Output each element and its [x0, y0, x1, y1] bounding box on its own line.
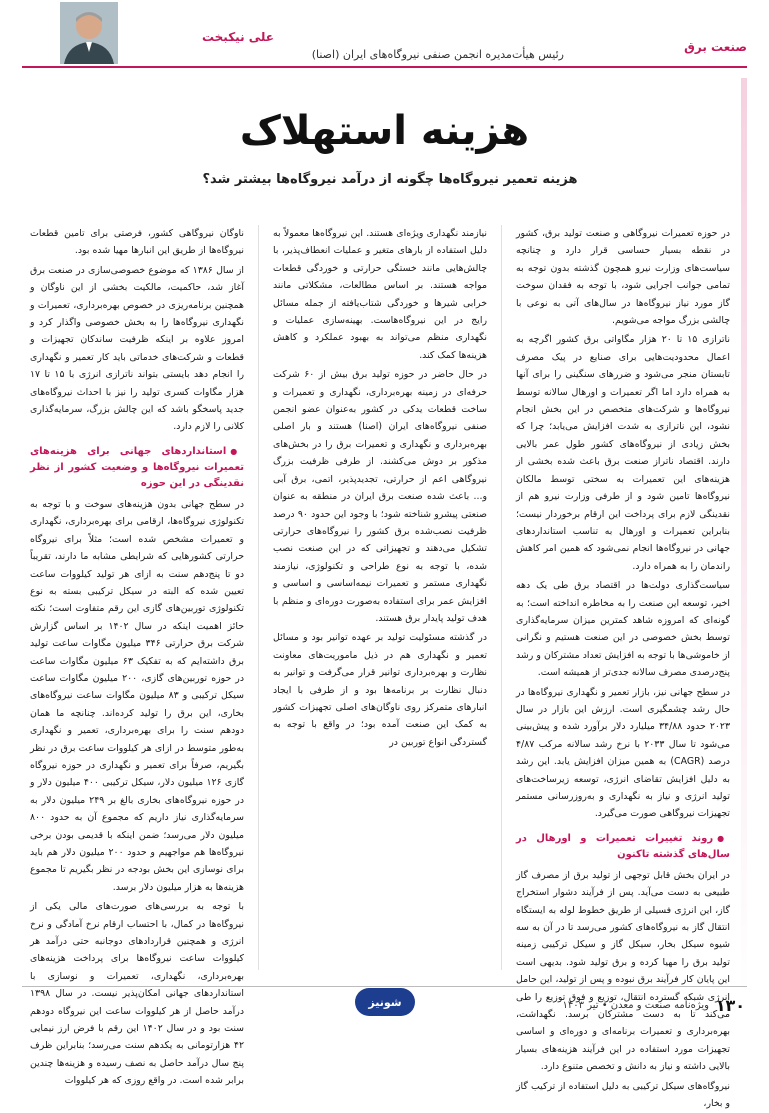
issue-info: ویژه‌نامه صنعت و معدن • تیر ۱۴۰۳ [562, 1000, 709, 1011]
page-number: ۱۳۰ [715, 996, 745, 1015]
accent-sidebar [741, 78, 747, 998]
author-photo [60, 2, 118, 64]
author-name: علی نیکبخت [201, 30, 274, 44]
section-subhead: ● استانداردهای جهانی برای هزینه‌های تعمیرات نیروگاه‌ها و وضعیت کشور از نظر نقدینگی در این حوزه [30, 444, 244, 492]
article-title: هزینه استهلاک [239, 108, 530, 154]
page-header [0, 0, 769, 72]
paragraph: ناترازی ۱۵ تا ۲۰ هزار مگاواتی برق کشور اگرچه به اعمال محدودیت‌هایی برای صنایع در پیک مصرف تابستان منجر می‌شود و ضررهای سنگینی را برای آنها به همراه دارد اما اگر تعمیرات و اورهال سالانه توسط نیروگاه‌ها و شرکت‌های متخصص در این بخش انجام نشود، این ناترازی به شدت افزایش می‌یابد؛ چرا که بخش زیادی از نیروگاه‌های کشور طول عمر بالایی دارند. اقتصاد ناتراز صنعت برق باعث شده بخشی از هزینه‌های این تعمیرات به سختی توسط مالکان نیروگاه‌ها تامین شود و از طرفی وزارت نیرو هم از نقدینگی لازم برای پرداخت این ارقام برخوردار نیست؛ بنابراین تعمیرات و اورهال به تناسب استانداردهای جهانی در نیروگاه‌ها انجام نمی‌شود که همین امر کاهش راندمان را به همراه دارد. [516, 334, 730, 572]
paragraph: در گذشته مسئولیت تولید بر عهده توانیر بود و مسائل تعمیر و نگهداری هم در ذیل ماموریت‌های معاونت نظارت و بهره‌برداری توانیر قرار می‌گرفت و توانیر به دنبال نظارت بر برنامه‌ها بود و از طرفی با ایجاد انبارهای متمرکز روی ناوگان‌های اصلی تجهیزات کشور به کمک این صنعت آمده بود؛ در واقع با توجه به گستردگی انواع توربین در [273, 632, 487, 748]
paragraph: در ایران بخش قابل توجهی از تولید برق از مصرف گاز طبیعی به دست می‌آید. پس از فرآیند دشوار استخراج گاز، این انرژی فسیلی از طریق خطوط لوله به ایستگاه انتقال گاز به نیروگاه‌های کشور می‌رسد تا در آن به سه شیوه سیکل بخار، سیکل گاز و سیکل ترکیبی زمینه تولید برق را مهیا کرده و برق تولید شود. بدیهی است این پایان کار فرآیند برق نبوده و پس از تولید، این حامل انرژی شبکه گسترده انتقال، توزیع و فوق توزیع را طی می‌کند تا به دست مشترکان برسد. نگهداشت، بهره‌برداری و تعمیرات برنامه‌ای و دوره‌ای و اساسی تجهیزات مورد استفاده در این فرآیند هزینه‌های بسیار بالایی داشته و نیاز به دانش و تخصص متنوع دارد. [516, 869, 730, 1073]
paragraph: نیازمند نگهداری ویژه‌ای هستند. این نیروگاه‌ها معمولاً به دلیل استفاده از بارهای متغیر و عملیات انعطاف‌پذیر، با چالش‌هایی مانند خستگی حرارتی و خوردگی قطعات مواجه هستند. بر اساس مطالعات، مشکلاتی مانند خرابی شیرها و خوردگی شتاب‌یافته از جمله مسائل رایج در این نیروگاه‌هاست. بهینه‌سازی عملیات و نگهداری منظم می‌تواند به بهبود عملکرد و کاهش هزینه‌ها کمک کند. [273, 228, 487, 361]
paragraph: با توجه به بررسی‌های صورت‌های مالی یکی از نیروگاه‌ها در کمال، با احتساب ارقام نرخ آمادگی و نرخ انرژی و همچنین قراردادهای دوجانبه حتی درآمد هر کیلووات ساعت نیروگاه‌ها برای پرداخت هزینه‌های بهره‌برداری، نگهداری، تعمیرات و نوسازی با استانداردهای جهانی امکان‌پذیر نیست. در سال ۱۳۹۸ درآمد حاصل از هر کیلووات ساعت این نیروگاه دودهم سنت بود و در سال ۱۴۰۲ این رقم با فرض ارز نیمایی ۴۲ هزارتومانی به یکدهم سنت می‌رسد؛ بنابراین ظرف پنج سال درآمد حاصل به نصف رسیده و هزینه‌ها چندین برابر شده است. در واقع روزی که هر کیلووات [30, 901, 244, 1087]
paragraph: در سطح جهانی نیز، بازار تعمیر و نگهداری نیروگاه‌ها در حال رشد چشمگیری است. ارزش این بازار در سال ۲۰۲۳ حدود ۳۴/۸۸ میلیارد دلار برآورد شده و پیش‌بینی می‌شود تا سال ۲۰۳۳ با نرخ رشد سالانه مرکب ۴/۸۷ درصد (CAGR) به همین میزان افزایش یابد. این رشد به دلیل افزایش تقاضای انرژی، توسعه زیرساخت‌های تولید انرژی و نیاز به نگهداری و به‌روزرسانی مستمر تجهیزات نیروگاهی صورت می‌گیرد. [516, 686, 730, 820]
paragraph: ناوگان نیروگاهی کشور، فرصتی برای تامین قطعات نیروگاه‌ها از طریق این انبارها مهیا شده بود. [30, 228, 244, 257]
section-subhead: ● روند تغییرات تعمیرات و اورهال در سال‌های گذشته تاکنون [516, 831, 730, 863]
column-left [30, 225, 245, 1087]
paragraph: از سال ۱۳۸۶ که موضوع خصوصی‌سازی در صنعت برق آغاز شد، حاکمیت، مالکیت بخشی از این ناوگان و همچنین برنامه‌ریزی در خصوص بهره‌برداری، تعمیرات و نگهداری نیروگاه‌ها را به بخش خصوصی واگذار کرد و امروز علاوه بر اینکه ظرفیت ساندکان تجهیزات و قطعات و شرکت‌های خدماتی باید کار تعمیر و نگهداری را انجام دهد بایستی بتواند ناترازی انرژی با ۱۵ تا ۱۷ هزار مگاوات کسری تولید را نیز با احداث نیروگاه‌های جدید پاسخگو باشد که این چالش بزرگ، سرمایه‌گذاری کلانی را لازم دارد. [30, 264, 244, 433]
author-portrait-icon [60, 2, 118, 64]
paragraph: در حوزه تعمیرات نیروگاهی و صنعت تولید برق، کشور در نقطه بسیار حساسی قرار دارد و چنانچه سیاست‌های وزارت نیرو همچون گذشته بدون توجه به تمامی جوانب اجرایی شود، با توجه به فقدان سوخت گاز مورد نیاز نیروگاه‌ها در سال‌های آتی به نوعی با چالشی بزرگ مواجه می‌شویم. [516, 228, 730, 327]
column-divider [501, 225, 502, 970]
author-title: رئیس هیأت‌مدیره انجمن صنفی نیروگاه‌های ایران (اصنا) [311, 48, 564, 61]
section-label: صنعت برق [684, 40, 747, 54]
paragraph: در سطح جهانی بدون هزینه‌های سوخت و با توجه به تکنولوژی نیروگاه‌ها، ارقامی برای بهره‌برداری، نگهداری و تعمیرات مشخص شده است؛ مثلاً برای نیروگاه حرارتی کشورهایی که شرایطی مشابه ما دارند، تقریباً دو تا پنج‌دهم سنت به ازای هر تولید کیلووات ساعت تعیین شده که البته در سیکل ترکیبی بسته به نوع تکنولوژی توربین‌های گازی این رقم متفاوت است؛ نکته حائز اهمیت اینکه در سال ۱۴۰۲ بر اساس گزارش شرکت برق حرارتی ۳۴۶ میلیون مگاوات ساعت تولید برق داشته‌ایم که به تفکیک ۶۳ میلیون مگاوات ساعت در حوزه توربین‌های گازی، ۲۰۰ میلیون مگاوات ساعت سیکل ترکیبی و ۸۳ میلیون مگاوات ساعت نیروگاه‌های بخاری، این برق را تولید کرده‌اند. چنانچه ما همان دودهم سنت را برای بهره‌برداری، تعمیر و نگهداری به‌طور متوسط در ازای هر کیلووات ساعت برق در نظر بگیریم، صرفاً برای تعمیر و نگهداری در حوزه نیروگاه گازی ۱۲۶ میلیون دلار، سیکل ترکیبی ۴۰۰ میلیون دلار و در حوزه نیروگاه‌های بخاری بالغ بر ۲۴۹ میلیون دلار به سرمایه‌گذاری نیاز داریم که مجموع آن به حدود ۸۰۰ میلیون دلار می‌رسد؛ ضمن اینکه با قدیمی بودن برخی نیروگاه‌ها هم مواجهیم و حدود ۲۰۰ میلیون دلار هم باید برای نوسازی این بخش بودجه در نظر بگیریم تا مجموع هزینه‌ها به هزار میلیون دلار برسد. [30, 498, 245, 893]
footer-divider [22, 986, 747, 987]
column-middle [273, 225, 487, 970]
paragraph: در حال حاضر در حوزه تولید برق بیش از ۶۰ شرکت حرفه‌ای در زمینه بهره‌برداری، نگهداری و تعمیرات و ساخت قطعات یدکی در کشور به‌عنوان عضو انجمن صنفی نیروگاه‌های ایران (اصنا) هستند و بار اصلی بهره‌برداری و نگهداری و تعمیرات برق را در بخش‌های مذکور بر دوش می‌کشند. از طرفی ظرفیت بزرگ نیروگاهی اعم از حرارتی، تجدیدپذیر، اتمی، برق آبی و... باعث شده صنعت برق ایران در منطقه به عنوان صنعتی پیشرو شناخته شود؛ با وجود این حدود ۹۰ درصد ظرفیت نصب‌شده برق کشور را نیروگاه‌های حرارتی تشکیل می‌دهند و تجهیزاتی که در این صنعت نصب شده، با توجه به نوع طراحی و تکنولوژی، نیازمند نگهداری مستمر و تعمیرات نیمه‌اساسی و اساسی و افزایش عمر برای استفاده به‌صورت دوره‌ای و منظم با هدف تولید پایدار برق هستند. [273, 369, 487, 624]
article-subtitle: هزینه تعمیر نیروگاه‌ها چگونه از درآمد نیروگاه‌ها بیشتر شد؟ [202, 172, 578, 187]
publication-logo: شونیز [355, 988, 415, 1016]
page-footer [0, 980, 769, 1024]
column-divider [258, 225, 259, 970]
paragraph: سیاست‌گذاری دولت‌ها در اقتصاد برق طی یک دهه اخیر، توسعه این صنعت را به مخاطره انداخته است؛ به گونه‌ای که امروزه شاهد کمترین میزان سرمایه‌گذاری توسط بخش خصوصی در این صنعت هستیم و نگرانی از خاموشی‌ها با توجه به افزایش تعداد مشترکان و رشد پنج‌درصدی مصرف سالانه جدی‌تر از همیشه است. [516, 580, 730, 679]
paragraph: نیروگاه‌های سیکل ترکیبی به دلیل استفاده از ترکیب گاز و بخار، [516, 1080, 730, 1110]
header-divider [22, 66, 747, 68]
